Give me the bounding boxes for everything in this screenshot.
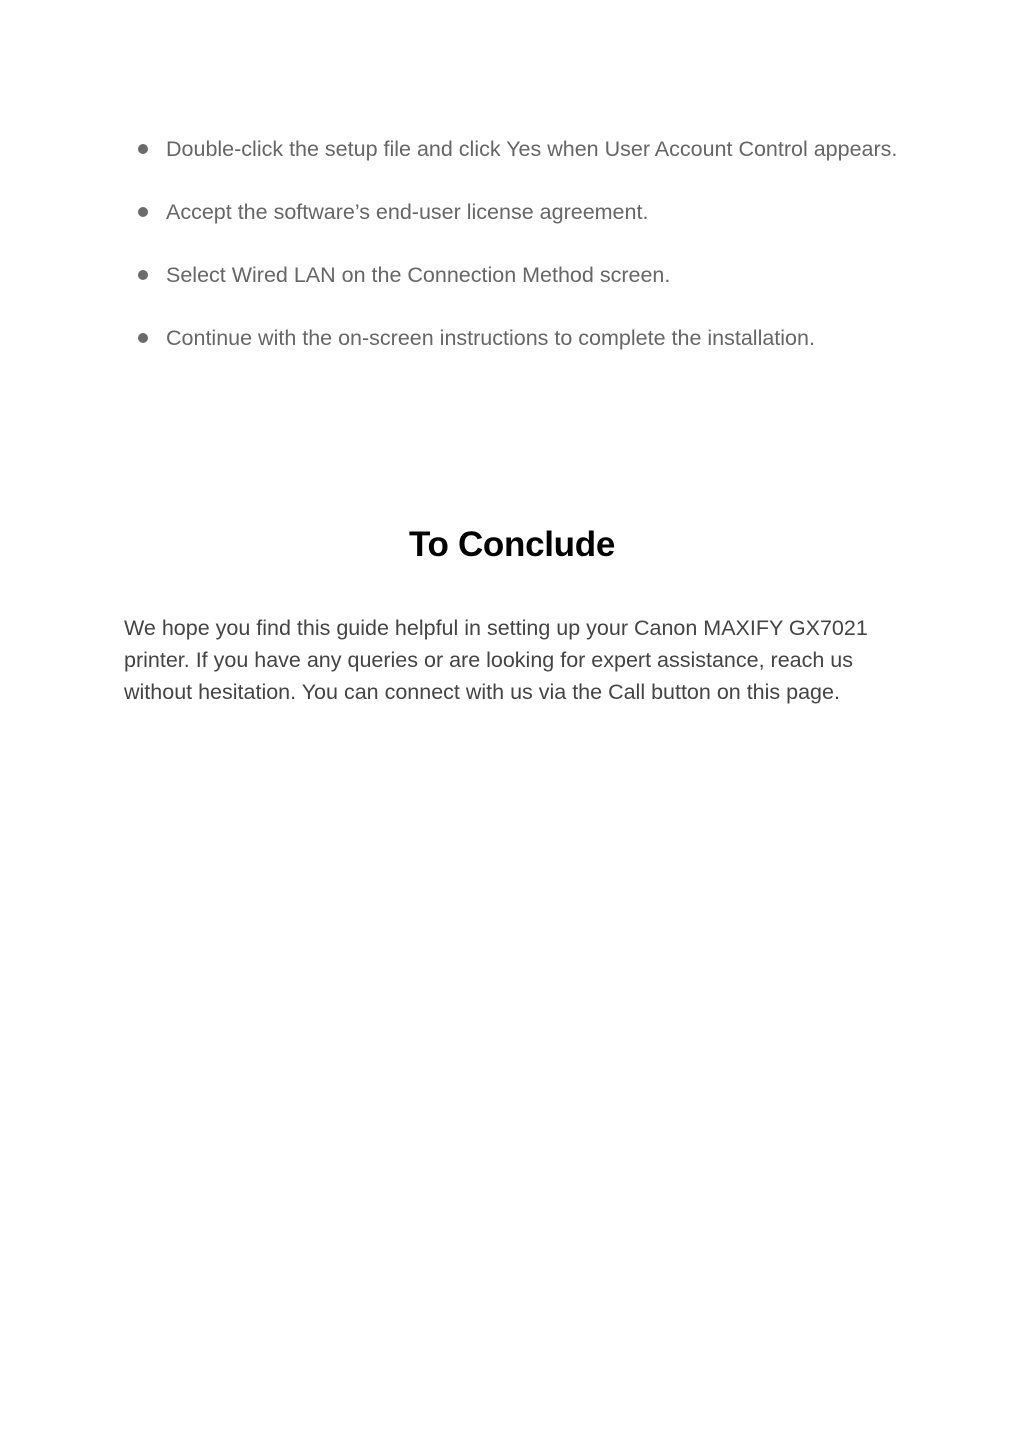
conclusion-paragraph: We hope you find this guide helpful in setting up your Canon MAXIFY GX7021 printer. If you have any queries or are looking for expert assistance, reach us without hesitation. You can connect with us via the Call button on this page. xyxy=(124,616,868,704)
list-item xyxy=(124,118,904,181)
bullet-dot-icon xyxy=(138,207,148,217)
section-heading: To Conclude xyxy=(408,525,616,564)
step-text: Accept the software’s end-user license agreement. xyxy=(166,200,649,224)
installation-steps-list xyxy=(124,118,904,370)
bullet-dot-icon xyxy=(138,270,148,280)
step-text: Select Wired LAN on the Connection Method screen. xyxy=(166,263,671,287)
list-item xyxy=(124,181,904,244)
step-text: Double-click the setup file and click Yes when User Account Control appears. xyxy=(166,137,898,161)
bullet-dot-icon xyxy=(138,144,148,154)
list-item xyxy=(124,244,904,307)
list-item xyxy=(124,307,904,370)
step-text: Continue with the on-screen instructions to complete the installation. xyxy=(166,326,815,350)
bullet-dot-icon xyxy=(138,333,148,343)
